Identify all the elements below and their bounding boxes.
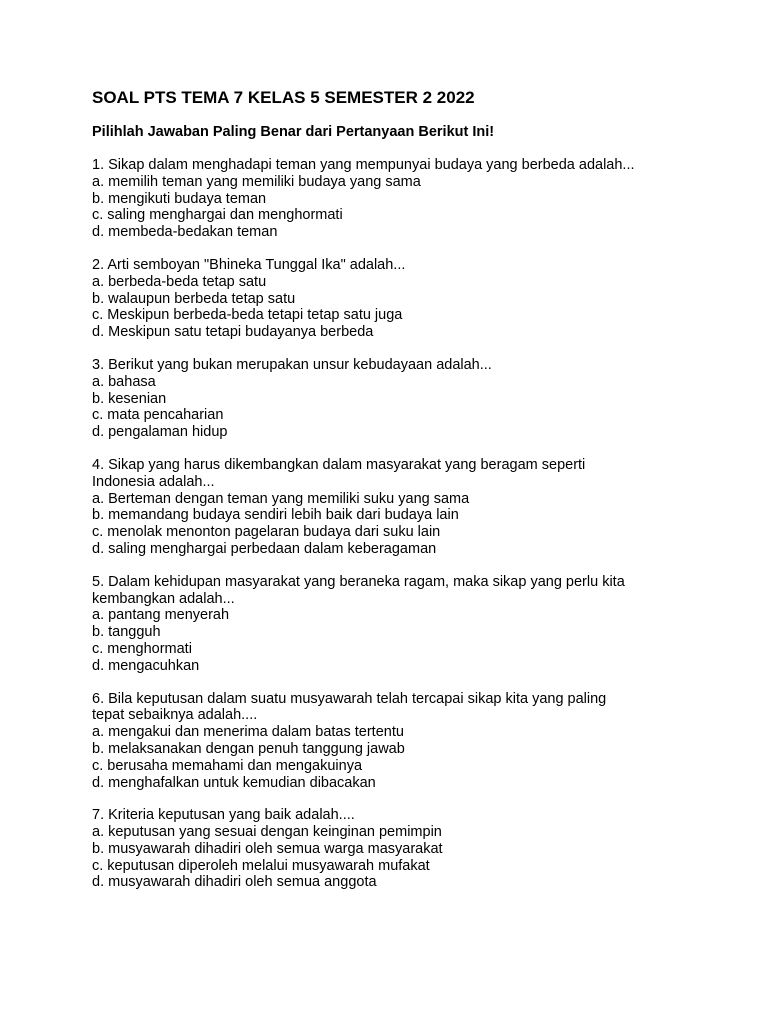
option-a: a. bahasa <box>92 373 156 390</box>
question-1 <box>92 157 732 241</box>
option-d: d. musyawarah dihadiri oleh semua anggota <box>92 874 377 891</box>
option-c: c. menolak menonton pagelaran budaya dari suku lain <box>92 524 441 541</box>
option-a: a. berbeda-beda tetap satu <box>92 273 267 290</box>
question-list <box>92 157 732 907</box>
option-d: d. saling menghargai perbedaan dalam keberagaman <box>92 540 437 557</box>
question-3 <box>92 357 732 441</box>
question-text: 6. Bila keputusan dalam suatu musyawarah telah tercapai sikap kita yang paling tepat sebaiknya adalah.... <box>92 690 607 724</box>
question-text: 7. Kriteria keputusan yang baik adalah.... <box>92 807 355 824</box>
document-title: SOAL PTS TEMA 7 KELAS 5 SEMESTER 2 2022 <box>92 88 475 107</box>
option-d: d. Meskipun satu tetapi budayanya berbeda <box>92 324 374 341</box>
option-c: c. Meskipun berbeda-beda tetapi tetap satu juga <box>92 307 403 324</box>
option-a: a. Berteman dengan teman yang memiliki suku yang sama <box>92 490 470 507</box>
question-4 <box>92 457 732 558</box>
question-text: 1. Sikap dalam menghadapi teman yang mempunyai budaya yang berbeda adalah... <box>92 157 635 173</box>
option-b: b. tangguh <box>92 624 161 641</box>
option-b: b. mengikuti budaya teman <box>92 190 267 207</box>
question-2 <box>92 257 732 341</box>
option-d: d. menghafalkan untuk kemudian dibacakan <box>92 774 376 791</box>
question-text: 5. Dalam kehidupan masyarakat yang beraneka ragam, maka sikap yang perlu kita kembangkan adalah... <box>92 573 625 607</box>
option-d: d. membeda-bedakan teman <box>92 224 278 241</box>
instruction-text: Pilihlah Jawaban Paling Benar dari Pertanyaan Berikut Ini! <box>92 124 495 140</box>
option-a: a. mengakui dan menerima dalam batas tertentu <box>92 724 404 741</box>
option-c: c. saling menghargai dan menghormati <box>92 207 343 224</box>
option-a: a. keputusan yang sesuai dengan keinginan pemimpin <box>92 824 442 841</box>
option-a: a. memilih teman yang memiliki budaya yang sama <box>92 173 421 190</box>
option-c: c. berusaha memahami dan mengakuinya <box>92 757 363 774</box>
question-5 <box>92 574 732 675</box>
question-7 <box>92 807 732 891</box>
option-a: a. pantang menyerah <box>92 607 230 624</box>
question-6 <box>92 691 732 792</box>
question-text: 3. Berikut yang bukan merupakan unsur kebudayaan adalah... <box>92 356 492 373</box>
option-c: c. keputusan diperoleh melalui musyawarah mufakat <box>92 857 430 874</box>
question-text: 4. Sikap yang harus dikembangkan dalam masyarakat yang beragam seperti Indonesia adalah... <box>92 456 586 490</box>
option-b: b. walaupun berbeda tetap satu <box>92 290 296 307</box>
option-b: b. kesenian <box>92 390 167 407</box>
option-d: d. mengacuhkan <box>92 657 200 674</box>
option-c: c. mata pencaharian <box>92 407 224 424</box>
option-b: b. musyawarah dihadiri oleh semua warga masyarakat <box>92 840 443 857</box>
option-b: b. memandang budaya sendiri lebih baik dari budaya lain <box>92 507 459 524</box>
option-d: d. pengalaman hidup <box>92 424 228 441</box>
option-c: c. menghormati <box>92 640 192 657</box>
option-b: b. melaksanakan dengan penuh tanggung jawab <box>92 740 405 757</box>
question-text: 2. Arti semboyan "Bhineka Tunggal Ika" adalah... <box>92 256 406 273</box>
